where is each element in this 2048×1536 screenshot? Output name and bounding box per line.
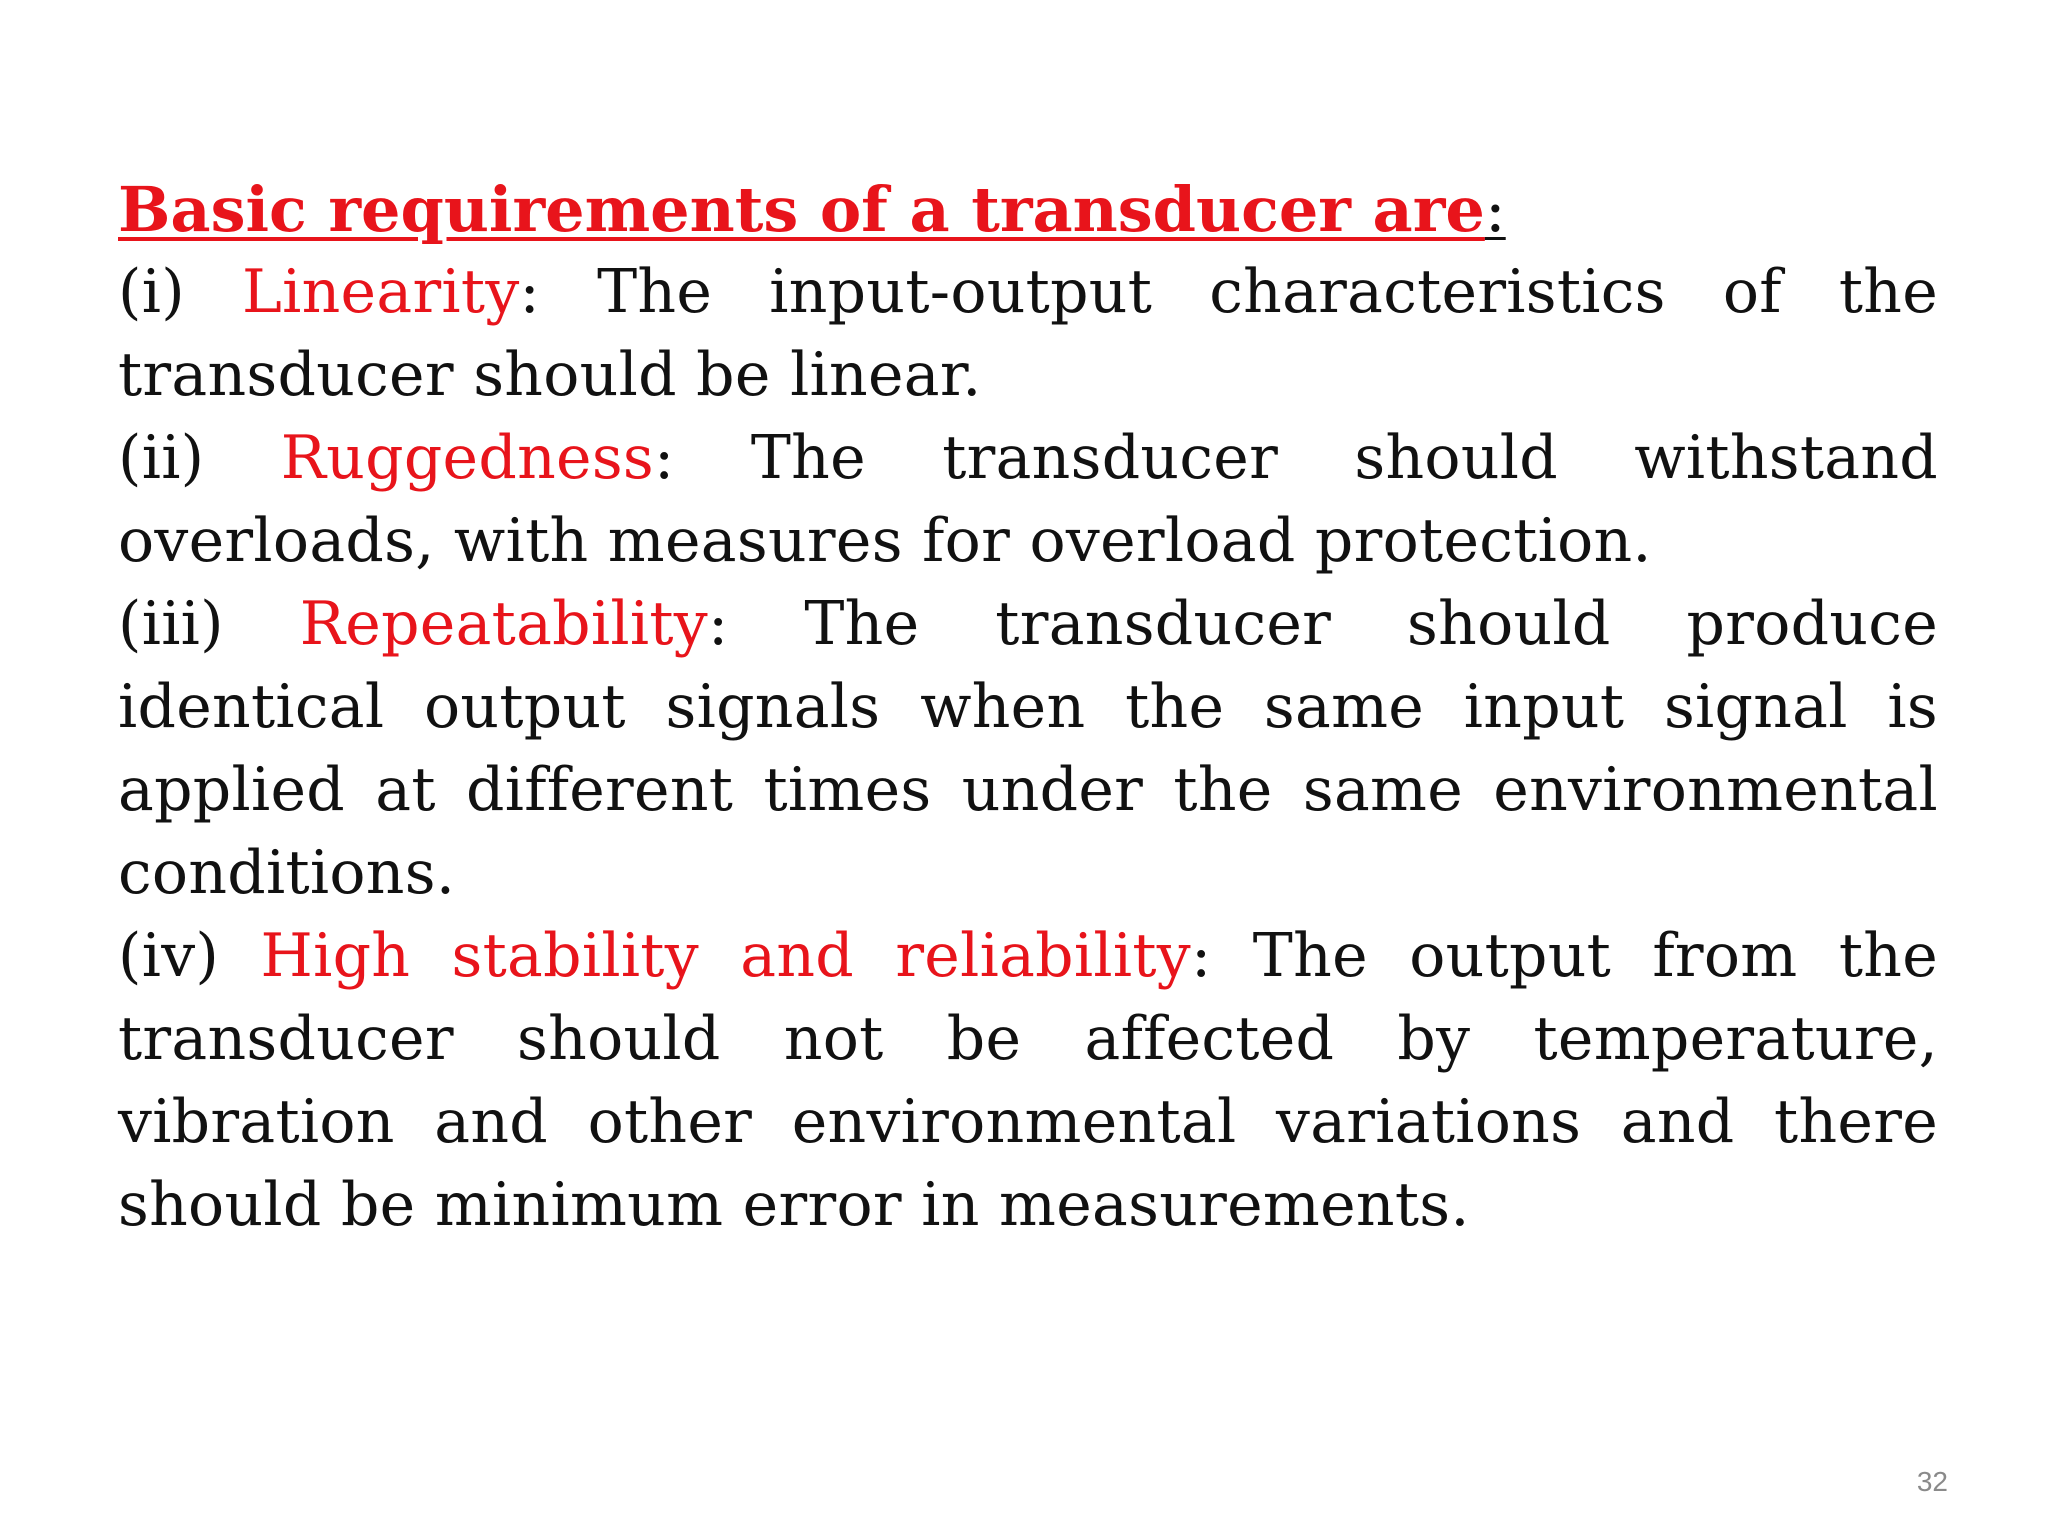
item-number: (iii) bbox=[118, 589, 224, 659]
item-term: Linearity bbox=[241, 257, 520, 327]
item-number: (ii) bbox=[118, 423, 205, 493]
item-number: (iv) bbox=[118, 921, 220, 991]
item-term: High stability and reliability bbox=[260, 921, 1191, 991]
heading-text: Basic requirements of a transducer are bbox=[118, 173, 1485, 246]
requirement-item-3 bbox=[118, 583, 1938, 915]
item-text: : The transducer should withstand overloads, with measures for overload protection. bbox=[118, 423, 1938, 576]
requirement-item-4 bbox=[118, 915, 1938, 1247]
requirement-item-1 bbox=[118, 251, 1938, 417]
item-text: : The output from the transducer should not be affected by temperature, vibration and other environmental variations and there should be minimum error in measurements. bbox=[118, 921, 1939, 1240]
item-term: Ruggedness bbox=[280, 423, 655, 493]
item-term: Repeatability bbox=[299, 589, 708, 659]
heading-colon: : bbox=[1484, 173, 1506, 246]
requirement-item-2 bbox=[118, 417, 1938, 583]
slide-heading bbox=[118, 168, 1938, 251]
item-text: : The input-output characteristics of the transducer should be linear. bbox=[118, 257, 1939, 410]
item-number: (i) bbox=[118, 257, 185, 327]
slide-content bbox=[118, 168, 1938, 1247]
page-number: 32 bbox=[1916, 1466, 1948, 1497]
item-text: : The transducer should produce identical output signals when the same input signal is applied at different times under the same environmental conditions. bbox=[118, 589, 1938, 908]
